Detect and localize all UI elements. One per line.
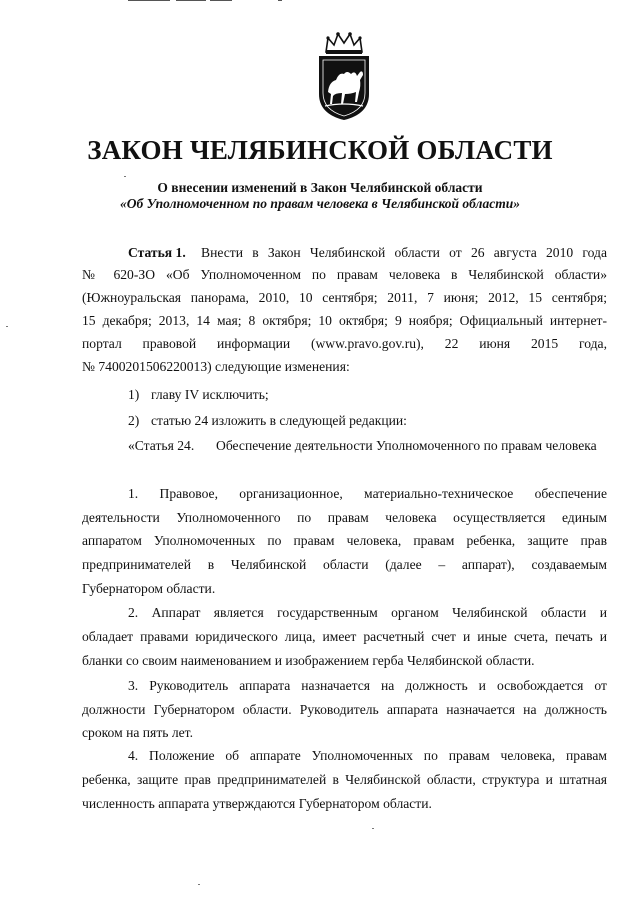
p2-line-1: 2. Аппарат является государственным органом Челябинской области и [128,605,607,620]
item-2-text: статью 24 изложить в следующей редакции: [151,413,407,428]
p3-line-2: должности Губернатором области. Руководитель аппарата назначается на должность [82,702,607,717]
article-24-heading: Обеспечение деятельности Уполномоченного по правам человека [216,438,597,453]
item-1-number: 1) [128,387,140,402]
scan-speck [124,176,126,177]
scan-speck [198,884,200,885]
article-1-line-5: портал правовой информации (www.pravo.gov.ru), 22 июня 2015 года, [82,336,607,351]
law-subtitle-line-2: «Об Уполномоченном по правам человека в Челябинской области» [120,196,520,211]
p4-line-1: 4. Положение об аппарате Уполномоченных по правам человека, правам [128,748,607,763]
law-subtitle-line-1: О внесении изменений в Закон Челябинской области [157,180,483,195]
scan-top-marks [128,0,288,2]
p4-line-3: численность аппарата утверждаются Губернатором области. [82,796,432,811]
scan-speck [372,828,374,829]
p4-line-2: ребенка, защите прав предпринимателей в Челябинской области, структура и штатная [82,772,607,787]
article-1-line-1: Внести в Закон Челябинской области от 26 августа 2010 года [201,245,607,260]
scan-speck [6,326,8,327]
p1-line-4: предпринимателей в Челябинской области (далее – аппарат), создаваемым [82,557,607,572]
p1-line-1: 1. Правовое, организационное, материально-техническое обеспечение [128,486,607,501]
coat-of-arms-icon [311,30,377,122]
p1-line-3: аппаратом Уполномоченных по правам человека, правам ребенка, защите прав [82,533,607,548]
article-24-label: «Статья 24. [128,438,195,453]
p2-line-2: обладает правами юридического лица, имеет расчетный счет и иные счета, печать и [82,629,607,644]
p3-line-1: 3. Руководитель аппарата назначается на должность и освобождается от [128,678,607,693]
p2-line-3: бланки со своим наименованием и изображением герба Челябинской области. [82,653,535,668]
article-1-line-6: № 7400201506220013) следующие изменения: [82,359,350,374]
article-1-label: Статья 1. [128,245,186,260]
article-1-line-2: № 620-ЗО «Об Уполномоченном по правам человека в Челябинской области» [82,267,607,282]
item-2-number: 2) [128,413,140,428]
p1-line-5: Губернатором области. [82,581,216,596]
p3-line-3: сроком на пять лет. [82,725,193,740]
law-title: ЗАКОН ЧЕЛЯБИНСКОЙ ОБЛАСТИ [87,135,553,165]
article-1-line-3: (Южноуральская панорама, 2010, 10 сентября; 2011, 7 июня; 2012, 15 сентября; [82,290,607,305]
article-1-line-4: 15 декабря; 2013, 14 мая; 8 октября; 10 октября; 9 ноября; Официальный интернет- [82,313,607,328]
p1-line-2: деятельности Уполномоченного по правам человека осуществляется единым [82,510,607,525]
item-1-text: главу IV исключить; [151,387,269,402]
